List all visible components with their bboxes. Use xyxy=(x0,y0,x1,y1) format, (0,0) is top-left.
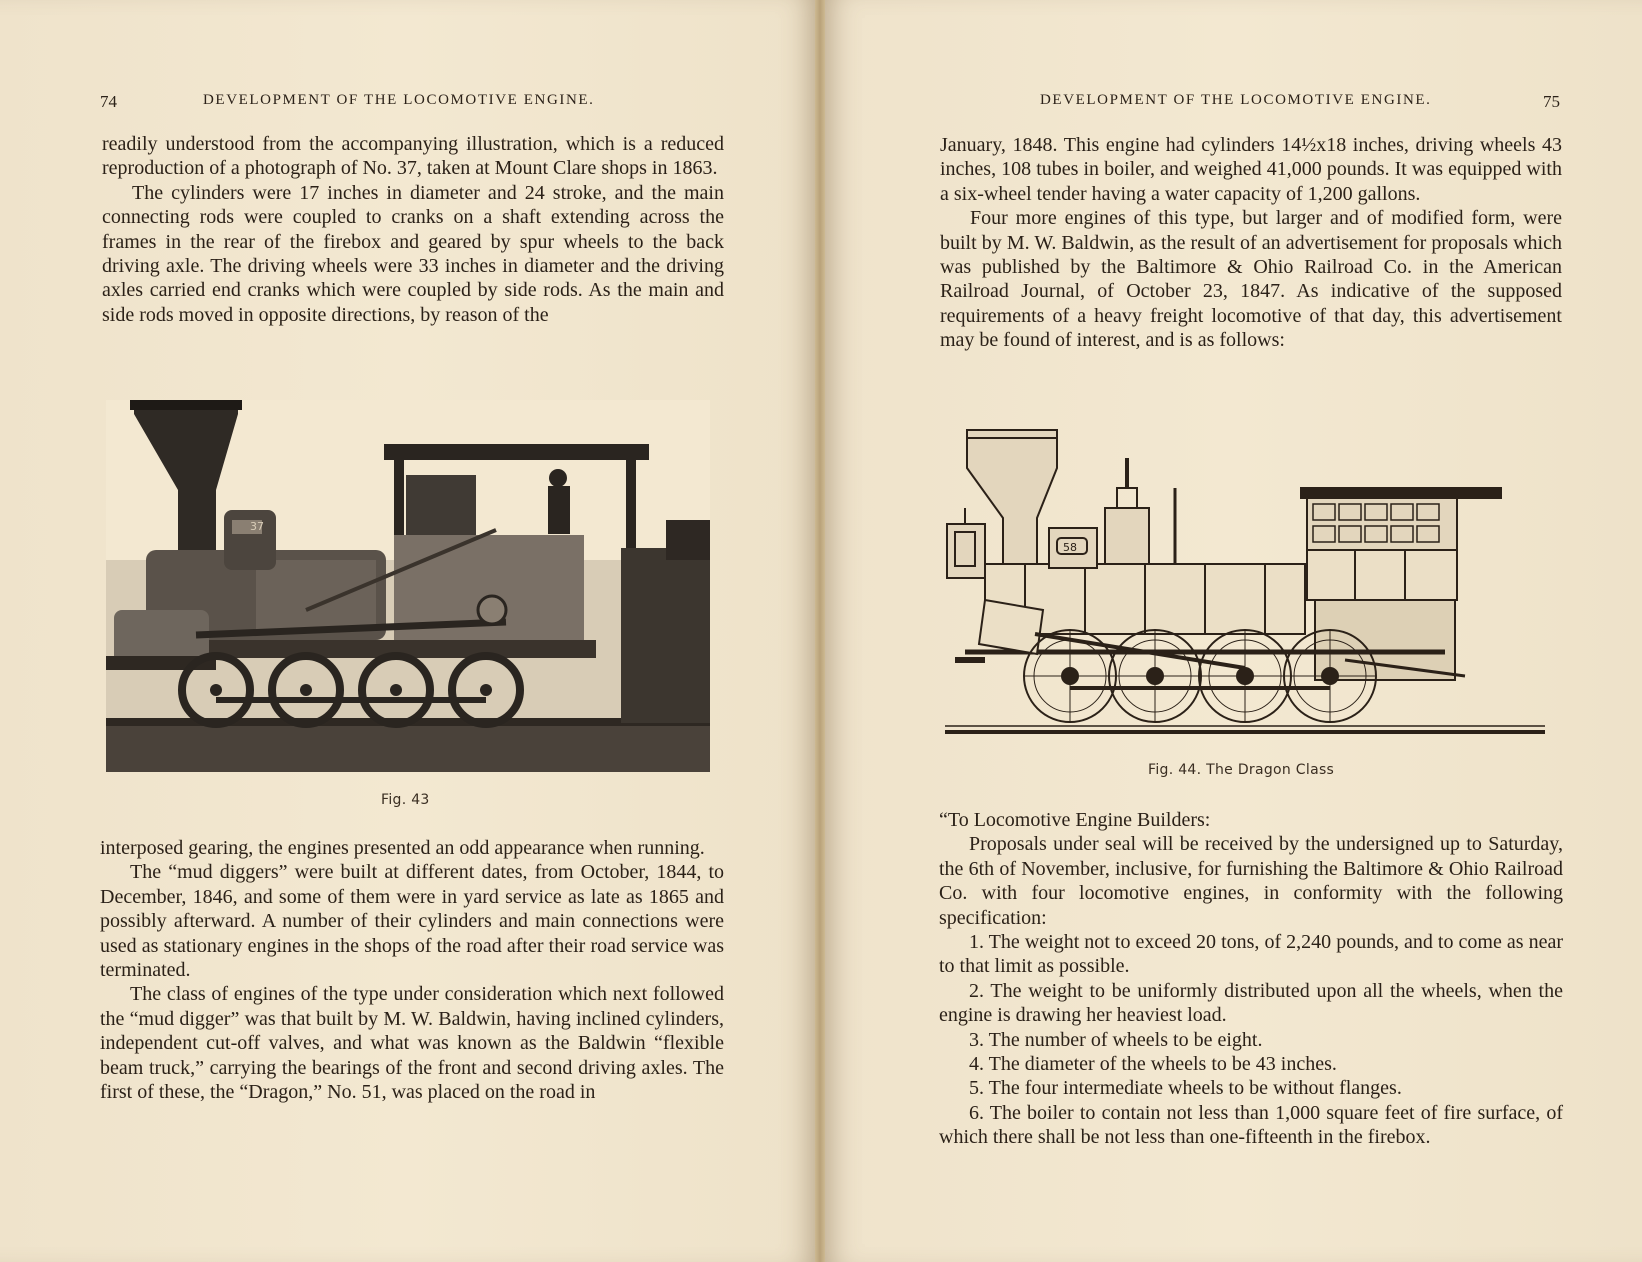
paragraph: The class of engines of the type under consideration which next followed the “mud digger” was that built by M. W. Baldwin, having inclined cylinders, independent cut-off valves, and what was known as the Baldwin “flexible beam truck,” carrying the bearings of the front and second driving axles. The first of these, the “Dragon,” No. 51, was placed on the road in xyxy=(100,983,724,1104)
figure-caption: Fig. 44. The Dragon Class xyxy=(1148,762,1335,778)
running-head: DEVELOPMENT OF THE LOCOMOTIVE ENGINE. xyxy=(203,92,595,108)
spec-item: 5. The four intermediate wheels to be without flanges. xyxy=(969,1077,1402,1100)
body-text-bottom xyxy=(100,836,724,1104)
engine-number-plate: 37 xyxy=(250,520,264,533)
paragraph: interposed gearing, the engines presented an odd appearance when running. xyxy=(100,837,705,859)
page-number: 75 xyxy=(1543,92,1560,111)
letter-text xyxy=(939,808,1563,1150)
body-text-top xyxy=(940,133,1562,353)
figure-43-locomotive-photo xyxy=(106,400,710,772)
engine-number-plate: 58 xyxy=(1063,541,1077,554)
paragraph: readily understood from the accompanying illustration, which is a reduced reproduction of a photograph of No. 37, taken at Mount Clare shops in 1863. xyxy=(102,133,724,180)
book-gutter xyxy=(815,0,825,1262)
spec-item: 3. The number of wheels to be eight. xyxy=(969,1028,1263,1051)
spec-item: 2. The weight to be uniformly distributed upon all the wheels, when the engine is drawing her heaviest load. xyxy=(939,979,1563,1027)
paragraph: Proposals under seal will be received by the undersigned up to Saturday, the 6th of November, inclusive, for furnishing the Baltimore & Ohio Railroad Co. with four locomotive engines, in conformity with the following specification: xyxy=(939,833,1563,929)
spec-item: 6. The boiler to contain not less than 1,000 square feet of fire surface, of which there shall be not less than one-fifteenth in the firebox. xyxy=(939,1101,1563,1149)
paragraph: Four more engines of this type, but larger and of modified form, were built by M. W. Baldwin, as the result of an advertisement for proposals which was published by the Baltimore & Ohio Railroad Co. in the American Railroad Journal, of October 23, 1847. As indicative of the supposed requirements of a heavy freight locomotive of that day, this advertisement may be found of interest, and is as follows: xyxy=(940,207,1562,352)
body-text-top xyxy=(102,132,724,327)
spec-item: 4. The diameter of the wheels to be 43 inches. xyxy=(969,1053,1337,1076)
paragraph: The cylinders were 17 inches in diameter and 24 stroke, and the main connecting rods were coupled to cranks on a shaft extending across the frames in the rear of the firebox and geared by spur wheels to the back driving axle. The driving wheels were 33 inches in diameter and the driving axles carried end cranks which were coupled by side rods. As the main and side rods moved in opposite directions, by reason of the xyxy=(102,181,724,326)
paragraph: January, 1848. This engine had cylinders 14½x18 inches, driving wheels 43 inches, 108 tubes in boiler, and weighed 41,000 pounds. It was equipped with a six-wheel tender having a water capacity of 1,200 gallons. xyxy=(940,134,1562,205)
page-number: 74 xyxy=(100,92,117,111)
paragraph: The “mud diggers” were built at different dates, from October, 1844, to December, 1846, and some of them were in yard service as late as 1865 and possibly afterward. A number of their cylinders and main connections were used as stationary engines in the shops of the road after their road service was terminated. xyxy=(100,861,724,982)
spec-item: 1. The weight not to exceed 20 tons, of 2,240 pounds, and to come as near to that limit as possible. xyxy=(939,931,1563,978)
figure-caption: Fig. 43 xyxy=(381,792,430,808)
figure-44-dragon-class-drawing xyxy=(945,428,1545,748)
left-page xyxy=(0,0,815,1262)
running-head: DEVELOPMENT OF THE LOCOMOTIVE ENGINE. xyxy=(1040,92,1432,108)
letter-heading: “To Locomotive Engine Builders: xyxy=(939,809,1211,831)
right-page xyxy=(825,0,1642,1262)
